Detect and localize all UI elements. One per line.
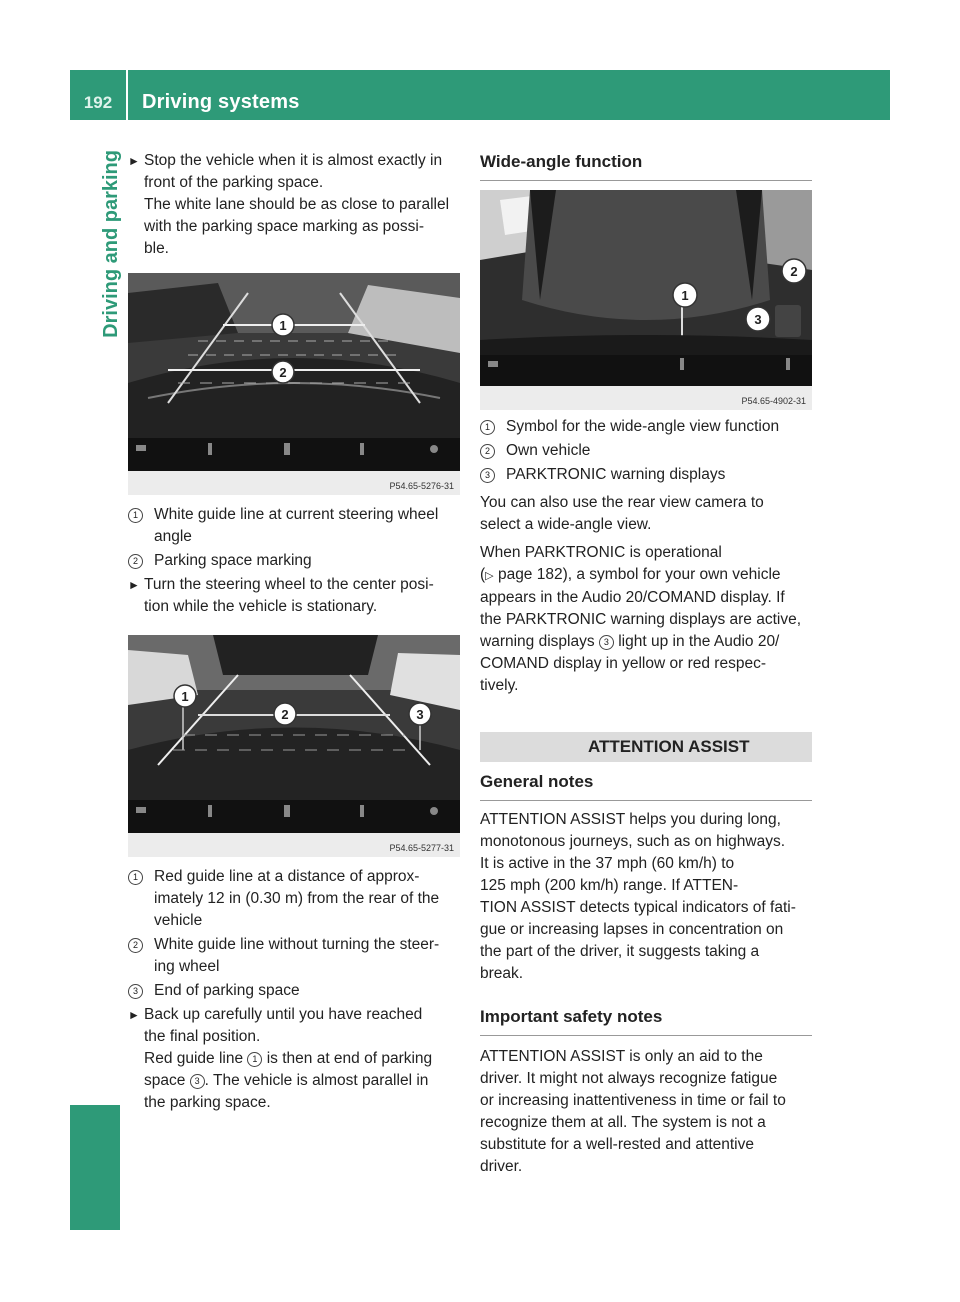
figure-code: P54.65-4902-31 — [741, 396, 806, 406]
svg-text:2: 2 — [279, 365, 287, 380]
text-line: gue or increasing lapses in concentration on — [480, 921, 784, 938]
text-fragment: space — [144, 1072, 190, 1089]
arrow-icon: ► — [128, 154, 140, 168]
text-line: or increasing inattentiveness in time or fail to — [480, 1092, 786, 1109]
legend-number: 1 — [128, 508, 143, 523]
text-line: tively. — [480, 677, 519, 694]
camera-image-3 — [480, 190, 812, 386]
text-line: driver. — [480, 1158, 523, 1175]
svg-text:1: 1 — [681, 288, 689, 303]
ref-number: 3 — [599, 635, 614, 650]
text-line: ing wheel — [154, 958, 220, 975]
text-line: vehicle — [154, 912, 203, 929]
legend-number: 3 — [480, 468, 495, 483]
figure-code: P54.65-5276-31 — [389, 481, 454, 491]
legend-item — [480, 416, 812, 438]
svg-text:2: 2 — [281, 707, 289, 722]
side-tab-label: Driving and parking — [100, 150, 122, 338]
svg-text:3: 3 — [754, 312, 762, 327]
camera-figure-1 — [128, 273, 460, 495]
legend-item — [128, 980, 460, 1002]
legend-item — [480, 464, 812, 486]
text-fragment: . The vehicle is almost parallel in — [204, 1072, 429, 1089]
text-line: When PARKTRONIC is operational — [480, 544, 722, 561]
page-ref-arrow-icon: ▷ — [485, 570, 494, 582]
text-line: White guide line without turning the steer- — [154, 936, 440, 953]
page-header — [70, 70, 890, 120]
legend-item — [128, 934, 460, 978]
left-column — [128, 150, 460, 1116]
text-line — [480, 564, 812, 587]
text-line: with the parking space marking as possi- — [144, 218, 424, 235]
camera-image-1 — [128, 273, 460, 471]
text-line: select a wide-angle view. — [480, 516, 652, 533]
step-stop-vehicle — [128, 150, 460, 260]
page-number: 192 — [83, 93, 113, 112]
text-line: End of parking space — [154, 982, 300, 999]
right-column — [480, 150, 812, 1178]
side-tab-block — [70, 1105, 120, 1230]
text-line: It is active in the 37 mph (60 km/h) to — [480, 855, 735, 872]
text-line: TION ASSIST detects typical indicators of fati- — [480, 899, 796, 916]
text-line: the PARKTRONIC warning displays are active, — [480, 611, 802, 628]
text-line: substitute for a well-rested and attentive — [480, 1136, 754, 1153]
text-line: the part of the driver, it suggests taking a — [480, 943, 760, 960]
text-line: Red guide line at a distance of approx- — [154, 868, 420, 885]
text-line: angle — [154, 528, 192, 545]
text-line: Symbol for the wide-angle view function — [506, 418, 780, 435]
legend-2 — [128, 866, 460, 1002]
text-line: Stop the vehicle when it is almost exactly in — [144, 152, 443, 169]
text-line: monotonous journeys, such as on highways. — [480, 833, 786, 850]
text-line: White guide line at current steering wheel — [154, 506, 439, 523]
text-line: You can also use the rear view camera to — [480, 494, 764, 511]
ref-number: 1 — [247, 1052, 262, 1067]
page-title: Driving systems — [142, 91, 300, 113]
legend-number: 2 — [128, 554, 143, 569]
legend-3 — [480, 416, 812, 486]
text-line: tion while the vehicle is stationary. — [144, 598, 378, 615]
text-fragment: ( — [480, 566, 486, 583]
text-line: the parking space. — [144, 1094, 271, 1111]
camera-image-2 — [128, 635, 460, 833]
legend-1 — [128, 504, 460, 572]
text-fragment: page 182), a symbol for your own vehicle — [493, 566, 781, 583]
paragraph-parktronic — [480, 542, 812, 697]
text-line: appears in the Audio 20/COMAND display. If — [480, 589, 785, 606]
text-line — [144, 1070, 460, 1092]
camera-figure-2 — [128, 635, 460, 857]
text-line — [144, 1048, 460, 1070]
text-line: imately 12 in (0.30 m) from the rear of the — [154, 890, 440, 907]
text-line: ATTENTION ASSIST is only an aid to the — [480, 1048, 763, 1065]
svg-text:3: 3 — [416, 707, 424, 722]
section-title-band: ATTENTION ASSIST — [480, 732, 812, 762]
wide-angle-heading: Wide-angle function — [480, 150, 812, 181]
camera-figure-3 — [480, 190, 812, 410]
text-line: Back up carefully until you have reached — [144, 1006, 423, 1023]
text-line: the final position. — [144, 1028, 261, 1045]
svg-text:1: 1 — [181, 689, 189, 704]
text-fragment: is then at end of parking — [262, 1050, 433, 1067]
text-line: Own vehicle — [506, 442, 591, 459]
step-turn-wheel — [128, 574, 460, 618]
svg-text:2: 2 — [790, 264, 798, 279]
legend-number: 2 — [128, 938, 143, 953]
text-fragment: light up in the Audio 20/ — [613, 633, 780, 650]
paragraph-safety — [480, 1046, 812, 1178]
figure-code: P54.65-5277-31 — [389, 843, 454, 853]
text-line: 125 mph (200 km/h) range. If ATTEN- — [480, 877, 739, 894]
text-line — [480, 631, 812, 653]
text-line: The white lane should be as close to parallel — [144, 196, 450, 213]
legend-number: 1 — [128, 870, 143, 885]
legend-item — [128, 550, 460, 572]
ref-number: 3 — [190, 1074, 205, 1089]
step-back-up — [128, 1004, 460, 1114]
paragraph-general — [480, 809, 812, 985]
legend-item — [480, 440, 812, 462]
text-line: PARKTRONIC warning displays — [506, 466, 726, 483]
text-line: driver. It might not always recognize fatigue — [480, 1070, 778, 1087]
text-line: break. — [480, 965, 524, 982]
svg-text:1: 1 — [279, 318, 287, 333]
text-fragment: warning displays — [480, 633, 599, 650]
arrow-icon: ► — [128, 578, 140, 592]
legend-number: 1 — [480, 420, 495, 435]
legend-number: 2 — [480, 444, 495, 459]
text-line: Parking space marking — [154, 552, 312, 569]
paragraph-wide-angle — [480, 492, 812, 536]
text-line: front of the parking space. — [144, 174, 324, 191]
header-divider — [126, 70, 128, 120]
legend-item — [128, 504, 460, 548]
text-line: ble. — [144, 240, 169, 257]
text-fragment: Red guide line — [144, 1050, 248, 1067]
text-line: recognize them at all. The system is not a — [480, 1114, 766, 1131]
arrow-icon: ► — [128, 1008, 140, 1022]
general-notes-heading: General notes — [480, 770, 812, 801]
legend-item — [128, 866, 460, 932]
safety-notes-heading: Important safety notes — [480, 1005, 812, 1036]
text-line: Turn the steering wheel to the center posi- — [144, 576, 434, 593]
text-line: COMAND display in yellow or red respec- — [480, 655, 766, 672]
text-line: ATTENTION ASSIST helps you during long, — [480, 811, 781, 828]
legend-number: 3 — [128, 984, 143, 999]
